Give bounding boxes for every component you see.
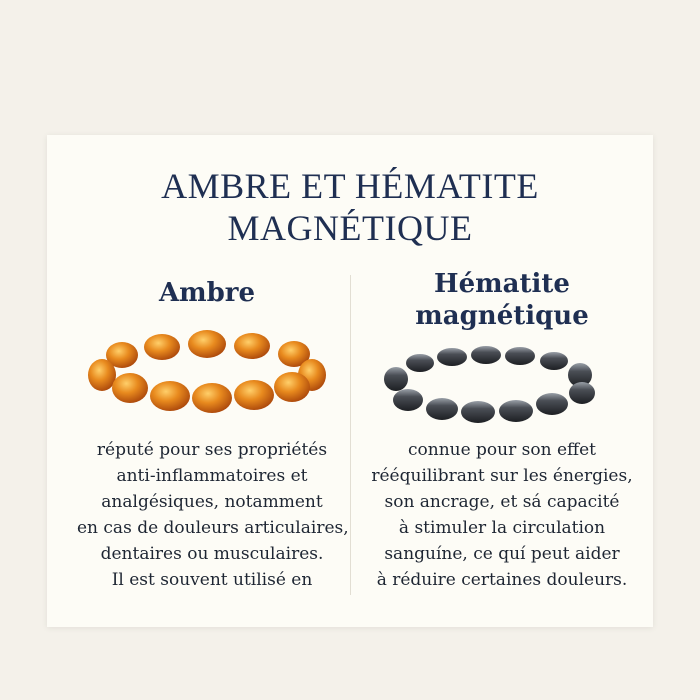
title-line-1: AMBRE ET HÉMATITE [161, 166, 539, 206]
hematite-bead [461, 401, 495, 423]
hematite-description-line: à stimuler la circulation [398, 518, 606, 538]
hematite-bracelet-image [380, 345, 604, 425]
amber-heading: Ambre [158, 278, 256, 308]
hematite-bead [384, 367, 408, 391]
hematite-bead [406, 354, 434, 372]
hematite-bead [505, 347, 535, 365]
title-line-2: MAGNÉTIQUE [227, 208, 473, 248]
hematite-description-line: son ancrage, et sá capacité [384, 492, 620, 512]
hematite-bead [536, 393, 568, 415]
amber-bead [144, 334, 180, 360]
hematite-bead [499, 400, 533, 422]
hematite-bead [393, 389, 423, 411]
amber-bead [234, 333, 270, 359]
column-divider [350, 275, 351, 595]
hematite-description-line: sanguíne, ce quí peut aider [384, 544, 620, 564]
hematite-heading-line-2: magnétique [415, 301, 589, 331]
page-title [47, 165, 653, 249]
amber-bead [188, 330, 226, 358]
info-card [47, 135, 653, 627]
amber-description-line: dentaires ou musculaires. [100, 544, 324, 564]
amber-description-line: en cas de douleurs articulaires, [77, 518, 349, 538]
hematite-heading-line-1: Hématite [434, 269, 570, 299]
hematite-bead [569, 382, 595, 404]
amber-description-line: Il est souvent utilisé en [111, 570, 313, 590]
amber-bead [192, 383, 232, 413]
amber-bead [274, 372, 310, 402]
hematite-description [357, 437, 647, 593]
amber-description-line: analgésiques, notamment [101, 492, 323, 512]
hematite-bead [540, 352, 568, 370]
amber-bead [150, 381, 190, 411]
hematite-bead [471, 346, 501, 364]
hematite-description-line: à réduire certaines douleurs. [376, 570, 628, 590]
hematite-heading [362, 268, 642, 332]
hematite-bead [437, 348, 467, 366]
amber-bead [112, 373, 148, 403]
amber-description-line: anti-inflammatoires et [116, 466, 308, 486]
amber-description [77, 437, 347, 593]
amber-bead [234, 380, 274, 410]
hematite-description-line: connue pour son effet [407, 440, 596, 460]
hematite-bead [426, 398, 458, 420]
amber-bracelet-image [82, 325, 332, 415]
hematite-description-line: rééquilibrant sur les énergies, [371, 466, 633, 486]
amber-description-line: réputé pour ses propriétés [96, 440, 328, 460]
amber-bead [88, 359, 116, 391]
